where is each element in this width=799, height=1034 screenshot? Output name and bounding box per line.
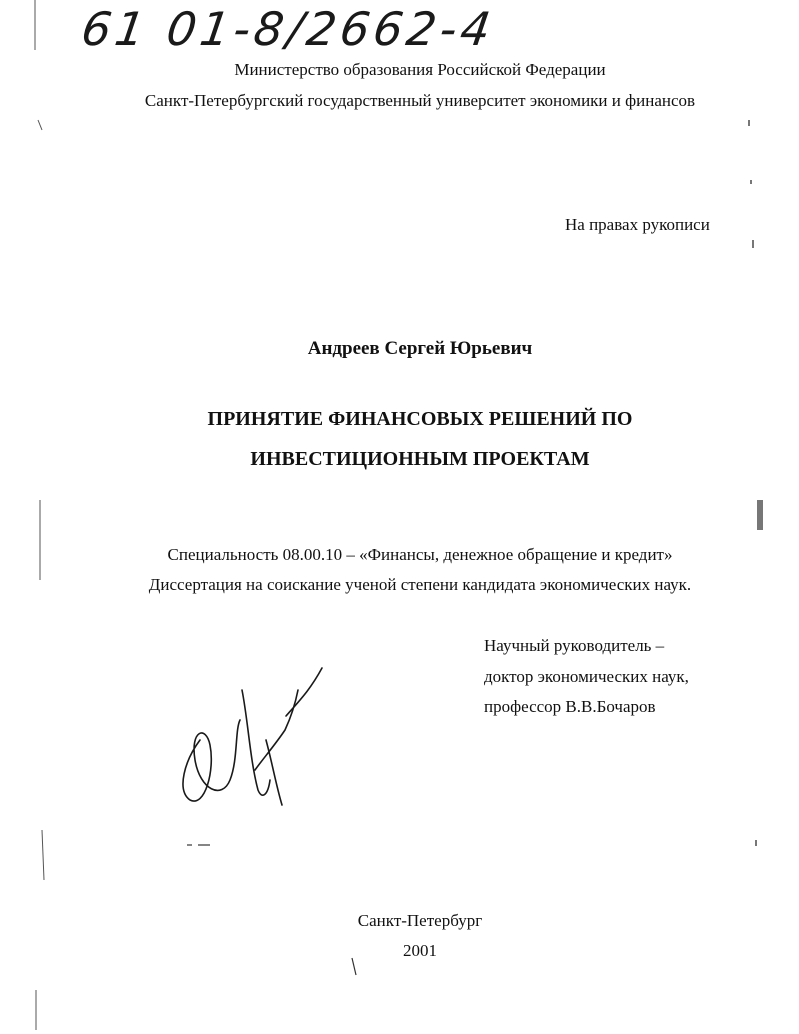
university-name: Санкт-Петербургский государственный университет экономики и финансов: [144, 91, 696, 110]
supervisor-degree: доктор экономических наук,: [484, 667, 689, 686]
thesis-title-line-1: ПРИНЯТИЕ ФИНАНСОВЫХ РЕШЕНИЙ ПО: [207, 408, 633, 430]
handwritten-signature: [183, 668, 322, 805]
handwritten-catalog-number: 61 01-8/2662-4: [78, 2, 498, 56]
ministry-name: Министерство образования Российской Федерации: [234, 60, 606, 79]
thesis-title-line-2: ИНВЕСТИЦИОННЫМ ПРОЕКТАМ: [250, 448, 590, 470]
supervisor-role: Научный руководитель –: [484, 636, 665, 655]
rights-notice: На правах рукописи: [565, 215, 710, 234]
left-edge-marks: [35, 0, 44, 1030]
right-edge-marks: [748, 120, 763, 846]
year: 2001: [403, 941, 437, 960]
dissertation-degree-line: Диссертация на соискание ученой степени кандидата экономических наук.: [148, 575, 692, 594]
supervisor-name: профессор В.В.Бочаров: [484, 697, 656, 716]
small-mark: [187, 845, 356, 975]
author-name: Андреев Сергей Юрьевич: [307, 338, 533, 359]
specialty-line: Специальность 08.00.10 – «Финансы, денежное обращение и кредит»: [167, 545, 673, 564]
city: Санкт-Петербург: [357, 911, 483, 930]
